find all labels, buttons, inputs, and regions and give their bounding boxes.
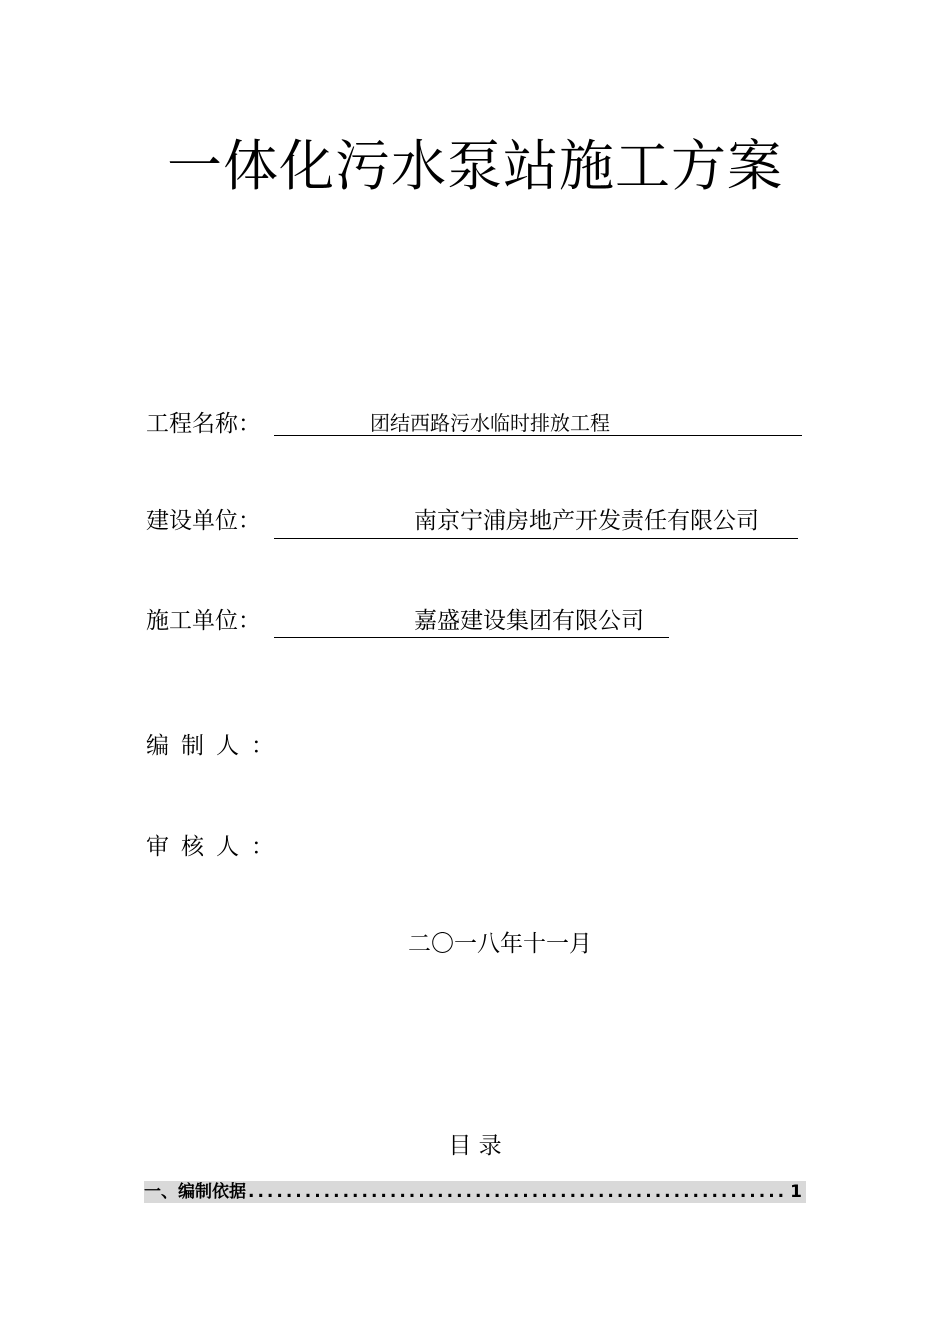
project-name-value: 团结西路污水临时排放工程 (370, 411, 610, 435)
toc-entry[interactable] (144, 1181, 806, 1203)
owner-value: 南京宁浦房地产开发责任有限公司 (414, 508, 759, 534)
document-title: 一体化污水泵站施工方案 (166, 134, 783, 198)
compiler-label: 编制人： (146, 733, 286, 759)
project-name-underline (274, 435, 802, 436)
toc-entry-page: 1 (790, 1182, 802, 1202)
toc-heading: 目 录 (448, 1133, 502, 1159)
toc-entry-title: 一、编制依据 (144, 1182, 246, 1202)
owner-label: 建设单位： (146, 508, 261, 534)
owner-underline (274, 538, 798, 539)
document-date: 二〇一八年十一月 (408, 931, 592, 957)
toc-leader-dots (248, 1181, 786, 1203)
reviewer-label: 审核人： (146, 834, 286, 860)
contractor-value: 嘉盛建设集团有限公司 (414, 608, 644, 634)
contractor-underline (274, 637, 669, 638)
contractor-label: 施工单位： (146, 608, 261, 634)
project-name-label: 工程名称： (146, 411, 261, 437)
